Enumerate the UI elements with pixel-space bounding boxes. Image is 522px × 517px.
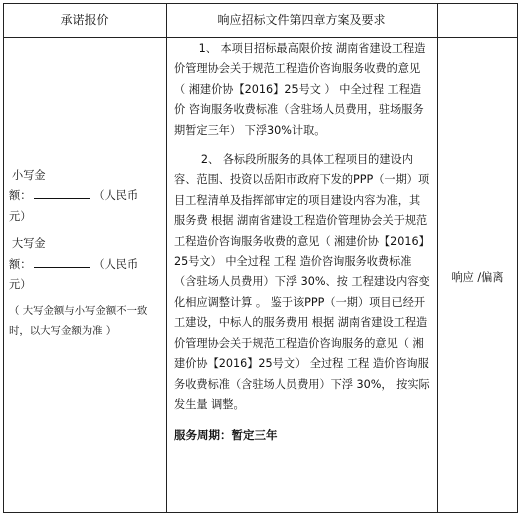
- header-divider: [3, 37, 518, 38]
- lowercase-amount-input[interactable]: [34, 187, 90, 199]
- amount-section: [9, 166, 161, 341]
- uppercase-amount-label-line2: 额：: [9, 257, 32, 271]
- lowercase-amount-label-line2: 额：: [9, 189, 32, 203]
- uppercase-amount-label-line1: 大写金: [12, 237, 46, 251]
- requirements-content: [174, 39, 431, 446]
- column-divider-2: [437, 3, 438, 513]
- table-border-bottom: [3, 512, 518, 513]
- header-response-requirements: 响应招标文件第四章方案及要求: [217, 13, 386, 27]
- header-quoted-price: 承诺报价: [60, 13, 109, 27]
- bid-response-table: [3, 3, 518, 513]
- lowercase-amount-row: [9, 186, 161, 206]
- amount-discrepancy-note: （ 大写金额与小写金额不一致时，以大写金额为准 ）: [9, 305, 148, 338]
- header-empty: [437, 3, 518, 37]
- requirement-paragraph-2: 2、 各标段所服务的具体工程项目的建设内容、范围、投资以岳阳市政府下发的PPP（一期）项目工程清单及指挥部审定的项目建设内容为准，其服务费 根据 湖南省建设工程造价管理协会关于规范工程造价咨询服务收费的意见（ 湘建价协【2016】25号文） 中全过程 工程 造价咨询服务收费标准（含驻场人员费用）下浮 30%、按 工程建设内容变化相应调整计算 。 鉴于该PPP（一期）项目已经开工建设，中标人的服务费用 根据 湖南省建设工程造价管理协会关于规范工程造价咨询服务的意见（ 湘建价协【2016】25号文） 全过程 工程 造价咨询服务收费标准（含驻场人员费用）下浮 30%， 按实际发生量 调整。: [174, 153, 430, 411]
- lowercase-amount-label-line1: 小写金: [12, 169, 46, 182]
- uppercase-amount-row: [9, 255, 161, 275]
- table-border-left: [3, 3, 4, 513]
- column-divider-1: [166, 3, 167, 513]
- table-border-right: [517, 3, 518, 513]
- lowercase-amount-unit-end: 元）: [9, 209, 32, 223]
- lowercase-amount-unit: （人民币: [93, 189, 139, 203]
- uppercase-amount-unit-end: 元）: [9, 278, 32, 292]
- uppercase-amount-input[interactable]: [34, 256, 90, 268]
- requirement-paragraph-1: 1、 本项目招标最高限价按 湖南省建设工程造价管理协会关于规范工程造价咨询服务收费的意见（ 湘建价协【2016】25号文 ） 中全过程 工程造价 咨询服务收费标准（含驻场人员费用，驻场服务期暂定三年） 下浮30%计取。: [174, 42, 426, 137]
- service-period: 服务周期：暂定三年: [174, 428, 278, 443]
- response-deviation: 响应 /偏离: [451, 271, 504, 284]
- uppercase-amount-unit: （人民币: [93, 257, 139, 271]
